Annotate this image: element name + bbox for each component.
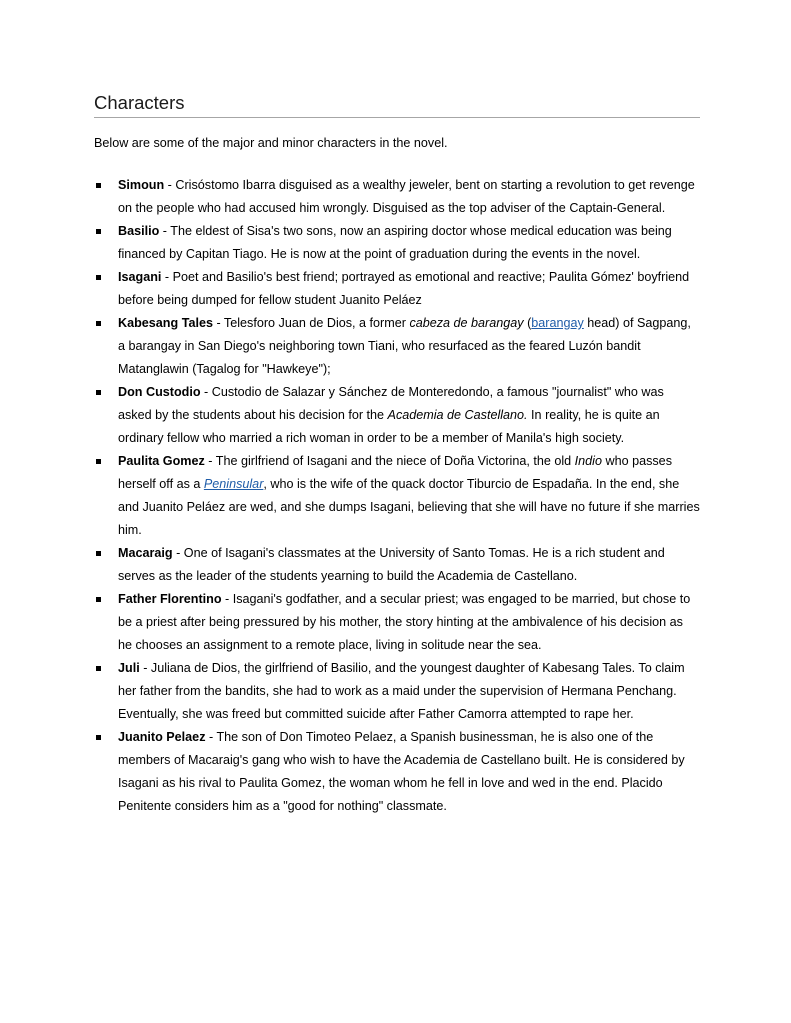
list-item-simoun xyxy=(94,174,700,220)
character-description-part: head) of Sagpang, a barangay in San Diego's neighboring town Tiani, who resurfaced as the feared Luzón bandit Matanglawin (Tagalog for "Hawkeye"); xyxy=(118,316,691,376)
character-name: Isagani xyxy=(118,270,162,284)
square-bullet-icon xyxy=(96,459,101,464)
peninsular-link[interactable] xyxy=(204,477,264,491)
character-name: Kabesang Tales xyxy=(118,316,213,330)
character-name: Macaraig xyxy=(118,546,173,560)
square-bullet-icon xyxy=(96,390,101,395)
section-heading: Characters xyxy=(94,92,700,118)
character-name: Father Florentino xyxy=(118,592,222,606)
character-description-part: who passes herself off as a xyxy=(118,454,672,491)
character-list xyxy=(94,174,700,818)
character-description: - Poet and Basilio's best friend; portrayed as emotional and reactive; Paulita Gómez' boyfriend before being dumped for fellow student Juanito Peláez xyxy=(118,270,690,307)
character-description: - Juliana de Dios, the girlfriend of Basilio, and the youngest daughter of Kabesang Tales. To claim her father from the bandits, she had to work as a maid under the supervision of Hermana Penchang. Eventually, she was freed but committed suicide after Father Camorra attempted to rape her. xyxy=(118,661,685,721)
character-name: Simoun xyxy=(118,178,165,192)
intro-paragraph: Below are some of the major and minor characters in the novel. xyxy=(94,136,448,150)
character-description: - Crisóstomo Ibarra disguised as a wealthy jeweler, bent on starting a revolution to get revenge on the people who had accused him wrongly. Disguised as the top adviser of the Captain-General. xyxy=(118,178,695,215)
square-bullet-icon xyxy=(96,597,101,602)
italic-term: Indio xyxy=(574,454,602,468)
character-name: Basilio xyxy=(118,224,160,238)
square-bullet-icon xyxy=(96,551,101,556)
square-bullet-icon xyxy=(96,183,101,188)
list-item-father-florentino xyxy=(94,588,700,657)
list-item-macaraig xyxy=(94,542,700,588)
barangay-link[interactable]: barangay xyxy=(531,316,584,330)
list-item-kabesang-tales xyxy=(94,312,700,381)
italic-term: Academia de Castellano. xyxy=(387,408,528,422)
character-name: Don Custodio xyxy=(118,385,201,399)
list-item-isagani xyxy=(94,266,700,312)
list-item-don-custodio xyxy=(94,381,700,450)
list-item-basilio xyxy=(94,220,700,266)
character-description-part: - Telesforo Juan de Dios, a former xyxy=(212,316,410,330)
character-description: - The eldest of Sisa's two sons, now an aspiring doctor whose medical education was being financed by Capitan Tiago. He is now at the point of graduation during the events in the novel. xyxy=(118,224,672,261)
character-description-part: In reality, he is quite an ordinary fellow who married a rich woman in order to be a member of Manila's high society. xyxy=(118,408,660,445)
character-description-part: , who is the wife of the quack doctor Tiburcio de Espadaña. In the end, she and Juanito Peláez are wed, and she dumps Isagani, believing that she will have no future if she marries him. xyxy=(118,477,700,537)
character-name: Juanito Pelaez xyxy=(118,730,206,744)
italic-term: cabeza de barangay xyxy=(409,316,524,330)
square-bullet-icon xyxy=(96,735,101,740)
character-description: - One of Isagani's classmates at the University of Santo Tomas. He is a rich student and serves as the leader of the students yearning to build the Academia de Castellano. xyxy=(118,546,665,583)
character-description: - Isagani's godfather, and a secular priest; was engaged to be married, but chose to be a priest after being pressured by his mother, the story hinting at the ambivalence of his decision as he chooses an assignment to a remote place, living in solitude near the sea. xyxy=(118,592,691,652)
square-bullet-icon xyxy=(96,275,101,280)
peninsular-link-text: Peninsular xyxy=(203,477,264,491)
list-item-juli xyxy=(94,657,700,726)
square-bullet-icon xyxy=(96,321,101,326)
character-name: Paulita Gomez xyxy=(118,454,205,468)
character-description-part: - The girlfriend of Isagani and the niece of Doña Victorina, the old xyxy=(204,454,575,468)
character-description-part: ( xyxy=(523,316,532,330)
character-name: Juli xyxy=(118,661,140,675)
list-item-paulita-gomez xyxy=(94,450,700,542)
square-bullet-icon xyxy=(96,666,101,671)
character-description: - The son of Don Timoteo Pelaez, a Spanish businessman, he is also one of the members of Macaraig's gang who wish to have the Academia de Castellano built. He is considered by Isagani as his rival to Paulita Gomez, the woman whom he fell in love and wed in the end. Placido Penitente considers him as a "good for nothing" classmate. xyxy=(118,730,685,813)
square-bullet-icon xyxy=(96,229,101,234)
list-item-juanito-pelaez xyxy=(94,726,700,818)
character-description-part: - Custodio de Salazar y Sánchez de Monteredondo, a famous "journalist" who was asked by the students about his decision for the xyxy=(118,385,664,422)
